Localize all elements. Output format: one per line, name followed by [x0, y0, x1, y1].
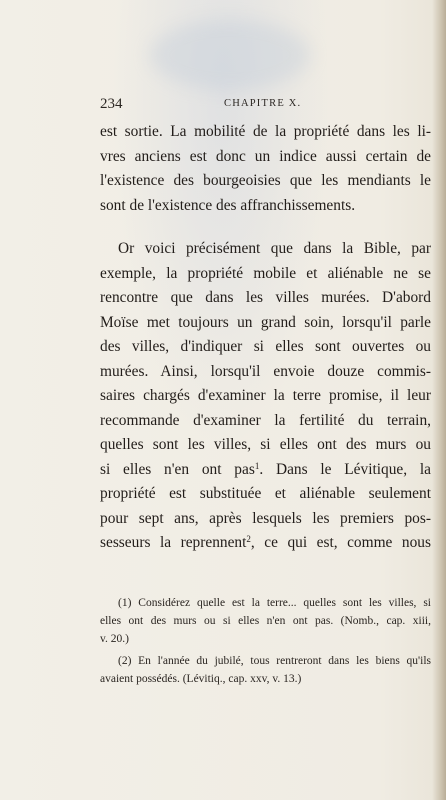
footnote-line: v. 20.)	[100, 633, 129, 645]
text-line: Or voici précisément que dans la Bible, par	[118, 240, 431, 257]
footnote-line: elles ont des murs ou si elles n'en ont pas. (Nomb., cap. xiii,	[100, 615, 431, 627]
text-line: rencontre que dans les villes murées. D'abord	[100, 289, 431, 306]
text-line: propriété est substituée et aliénable seulement	[100, 485, 431, 502]
paragraph-gap	[100, 218, 431, 237]
footnote-2	[100, 652, 431, 688]
footnote-mark-1: 1	[254, 460, 260, 471]
text-line: vres anciens est donc un indice aussi certain de	[100, 147, 431, 165]
footnote-line: (2) En l'année du jubilé, tous rentreront dans les biens qu'ils	[118, 655, 431, 667]
footnote-line: avaient possédés. (Lévitiq., cap. xxv, v. 13.)	[100, 673, 302, 685]
page-edge-shadow	[432, 0, 446, 800]
footnote-1	[100, 594, 431, 648]
chapter-title: CHAPITRE X.	[224, 98, 302, 109]
text-fragment: , ce qui est, comme nous	[250, 534, 431, 551]
text-line: l'existence des bourgeoisies que les mendiants le	[100, 172, 431, 189]
text-line: murées. Ainsi, lorsqu'il envoie douze commis-	[100, 362, 431, 380]
text-line: exemple, la propriété mobile et aliénable ne se	[100, 264, 431, 282]
text-line: Moïse met toujours un grand soin, lorsqu'il parle	[100, 313, 431, 331]
footnote-line: (1) Considérez quelle est la terre... quelles sont les villes, si	[118, 597, 431, 609]
text-line: quelles sont les villes, si elles ont des murs ou	[100, 436, 431, 453]
paragraph-2	[100, 237, 431, 556]
text-line: saires chargés d'examiner la terre promise, il leur	[100, 387, 431, 404]
text-fragment: si elles n'en ont pas	[100, 460, 255, 478]
text-fragment: . Dans le Lévitique, la	[259, 460, 431, 478]
text-line: pour sept ans, après lesquels les premiers pos-	[100, 509, 431, 527]
paragraph-1	[100, 120, 431, 218]
text-line: recommande d'examiner la fertilité du terrain,	[100, 411, 431, 429]
text-line: des villes, d'indiquer si elles sont ouvertes ou	[100, 338, 431, 355]
page-number: 234	[100, 96, 123, 112]
body-text	[100, 120, 431, 556]
text-line: sont de l'existence des affranchissements.	[100, 196, 356, 214]
text-fragment: sesseurs la reprennent	[100, 534, 247, 551]
running-header	[100, 96, 430, 116]
text-line-with-footnote	[100, 458, 431, 483]
text-line: est sortie. La mobilité de la propriété dans les li-	[100, 123, 431, 140]
footnote-mark-2: 2	[246, 534, 251, 544]
footnotes	[100, 594, 431, 692]
text-line-with-footnote	[100, 531, 431, 556]
paper-stain	[150, 20, 310, 90]
